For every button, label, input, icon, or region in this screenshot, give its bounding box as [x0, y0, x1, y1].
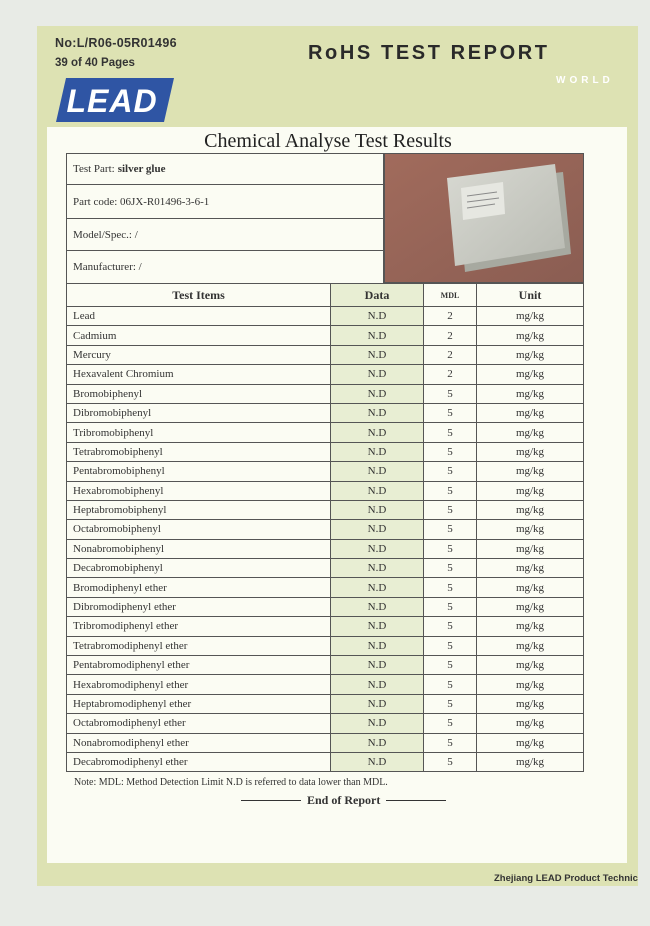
cell-mdl: 5 — [424, 500, 477, 519]
table-row — [67, 752, 584, 771]
table-row — [67, 326, 584, 345]
cell-mdl: 2 — [424, 326, 477, 345]
cell-test-item: Hexavalent Chromium — [67, 365, 331, 384]
cell-mdl: 5 — [424, 539, 477, 558]
cell-unit: mg/kg — [477, 714, 584, 733]
cell-data: N.D — [331, 636, 424, 655]
cell-unit: mg/kg — [477, 384, 584, 403]
cell-unit: mg/kg — [477, 365, 584, 384]
cell-unit: mg/kg — [477, 578, 584, 597]
cell-test-item: Heptabromodiphenyl ether — [67, 694, 331, 713]
cell-unit: mg/kg — [477, 559, 584, 578]
cell-mdl: 2 — [424, 307, 477, 326]
cell-test-item: Dibromobiphenyl — [67, 403, 331, 422]
cell-data: N.D — [331, 597, 424, 616]
cell-data: N.D — [331, 403, 424, 422]
table-row — [67, 656, 584, 675]
cell-unit: mg/kg — [477, 733, 584, 752]
cell-mdl: 5 — [424, 694, 477, 713]
cell-unit: mg/kg — [477, 752, 584, 771]
table-row — [67, 403, 584, 422]
cell-unit: mg/kg — [477, 500, 584, 519]
table-row — [67, 520, 584, 539]
cell-test-item: Tribromobiphenyl — [67, 423, 331, 442]
table-row — [67, 345, 584, 364]
cell-mdl: 5 — [424, 481, 477, 500]
lead-logo — [56, 78, 174, 122]
cell-data: N.D — [331, 617, 424, 636]
sample-photo — [384, 153, 584, 283]
cell-mdl: 5 — [424, 384, 477, 403]
cell-test-item: Decabromodiphenyl ether — [67, 752, 331, 771]
cell-mdl: 5 — [424, 752, 477, 771]
divider-left — [241, 800, 301, 801]
cell-test-item: Bromobiphenyl — [67, 384, 331, 403]
table-row — [67, 597, 584, 616]
cell-test-item: Octabromodiphenyl ether — [67, 714, 331, 733]
cell-unit: mg/kg — [477, 307, 584, 326]
cell-test-item: Tetrabromodiphenyl ether — [67, 636, 331, 655]
table-row — [67, 481, 584, 500]
cell-mdl: 5 — [424, 423, 477, 442]
cell-data: N.D — [331, 675, 424, 694]
test-part-field — [66, 153, 384, 184]
cell-mdl: 2 — [424, 345, 477, 364]
cell-test-item: Nonabromodiphenyl ether — [67, 733, 331, 752]
cell-mdl: 5 — [424, 636, 477, 655]
test-part-value: silver glue — [117, 163, 166, 175]
cell-data: N.D — [331, 345, 424, 364]
cell-mdl: 5 — [424, 597, 477, 616]
cell-data: N.D — [331, 539, 424, 558]
cell-test-item: Hexabromobiphenyl — [67, 481, 331, 500]
table-row — [67, 384, 584, 403]
manufacturer-field: Manufacturer: / — [66, 250, 384, 283]
cell-data: N.D — [331, 481, 424, 500]
table-row — [67, 365, 584, 384]
cell-data: N.D — [331, 714, 424, 733]
cell-data: N.D — [331, 656, 424, 675]
cell-data: N.D — [331, 500, 424, 519]
table-header-row — [67, 284, 584, 307]
world-label: WORLD — [556, 75, 614, 86]
cell-test-item: Tribromodiphenyl ether — [67, 617, 331, 636]
cell-data: N.D — [331, 442, 424, 461]
cell-test-item: Dibromodiphenyl ether — [67, 597, 331, 616]
table-row — [67, 559, 584, 578]
cell-mdl: 5 — [424, 733, 477, 752]
footer-company: Zhejiang LEAD Product Technic — [494, 873, 638, 884]
cell-mdl: 5 — [424, 656, 477, 675]
table-row — [67, 636, 584, 655]
cell-test-item: Pentabromodiphenyl ether — [67, 656, 331, 675]
table-row — [67, 307, 584, 326]
cell-unit: mg/kg — [477, 636, 584, 655]
cell-data: N.D — [331, 733, 424, 752]
page-count: 39 of 40 Pages — [55, 57, 135, 69]
cell-data: N.D — [331, 559, 424, 578]
table-row — [67, 694, 584, 713]
part-code-field: Part code: 06JX-R01496-3-6-1 — [66, 184, 384, 218]
cell-unit: mg/kg — [477, 656, 584, 675]
cell-data: N.D — [331, 752, 424, 771]
cell-data: N.D — [331, 326, 424, 345]
cell-mdl: 5 — [424, 462, 477, 481]
cell-test-item: Octabromobiphenyl — [67, 520, 331, 539]
table-row — [67, 500, 584, 519]
cell-test-item: Nonabromobiphenyl — [67, 539, 331, 558]
cell-unit: mg/kg — [477, 423, 584, 442]
cell-test-item: Decabromobiphenyl — [67, 559, 331, 578]
table-row — [67, 578, 584, 597]
cell-mdl: 5 — [424, 675, 477, 694]
cell-test-item: Pentabromobiphenyl — [67, 462, 331, 481]
cell-data: N.D — [331, 462, 424, 481]
cell-test-item: Heptabromobiphenyl — [67, 500, 331, 519]
table-row — [67, 617, 584, 636]
table-row — [67, 462, 584, 481]
cell-data: N.D — [331, 384, 424, 403]
cell-unit: mg/kg — [477, 481, 584, 500]
divider-right — [386, 800, 446, 801]
cell-test-item: Mercury — [67, 345, 331, 364]
cell-data: N.D — [331, 307, 424, 326]
end-of-report — [235, 793, 452, 808]
cell-data: N.D — [331, 578, 424, 597]
test-part-label: Test Part: — [73, 163, 115, 175]
document-title: Chemical Analyse Test Results — [204, 130, 452, 152]
cell-unit: mg/kg — [477, 345, 584, 364]
header-data: Data — [331, 284, 424, 307]
table-row — [67, 675, 584, 694]
cell-mdl: 5 — [424, 578, 477, 597]
header-mdl: MDL — [424, 284, 477, 307]
results-table — [66, 283, 584, 772]
cell-data: N.D — [331, 423, 424, 442]
cell-unit: mg/kg — [477, 442, 584, 461]
cell-data: N.D — [331, 365, 424, 384]
cell-unit: mg/kg — [477, 675, 584, 694]
table-row — [67, 442, 584, 461]
cell-unit: mg/kg — [477, 617, 584, 636]
cell-mdl: 5 — [424, 403, 477, 422]
cell-unit: mg/kg — [477, 326, 584, 345]
header-unit: Unit — [477, 284, 584, 307]
table-row — [67, 733, 584, 752]
cell-mdl: 5 — [424, 520, 477, 539]
cell-mdl: 5 — [424, 442, 477, 461]
cell-test-item: Lead — [67, 307, 331, 326]
table-row — [67, 539, 584, 558]
table-row — [67, 714, 584, 733]
mdl-note: Note: MDL: Method Detection Limit N.D is referred to data lower than MDL. — [74, 777, 388, 788]
sample-photo-image — [385, 154, 584, 283]
cell-unit: mg/kg — [477, 694, 584, 713]
header-test-items: Test Items — [67, 284, 331, 307]
cell-test-item: Tetrabromobiphenyl — [67, 442, 331, 461]
cell-data: N.D — [331, 694, 424, 713]
cell-test-item: Bromodiphenyl ether — [67, 578, 331, 597]
cell-test-item: Hexabromodiphenyl ether — [67, 675, 331, 694]
cell-data: N.D — [331, 520, 424, 539]
cell-unit: mg/kg — [477, 403, 584, 422]
cell-mdl: 5 — [424, 559, 477, 578]
cell-mdl: 2 — [424, 365, 477, 384]
report-title: RoHS TEST REPORT — [308, 42, 550, 64]
cell-test-item: Cadmium — [67, 326, 331, 345]
end-of-report-text: End of Report — [307, 793, 381, 807]
cell-mdl: 5 — [424, 617, 477, 636]
cell-mdl: 5 — [424, 714, 477, 733]
cell-unit: mg/kg — [477, 597, 584, 616]
logo-text: LEAD — [66, 83, 158, 119]
report-number: No:L/R06-05R01496 — [55, 36, 177, 50]
cell-unit: mg/kg — [477, 539, 584, 558]
cell-unit: mg/kg — [477, 520, 584, 539]
cell-unit: mg/kg — [477, 462, 584, 481]
table-row — [67, 423, 584, 442]
model-spec-field: Model/Spec.: / — [66, 218, 384, 250]
